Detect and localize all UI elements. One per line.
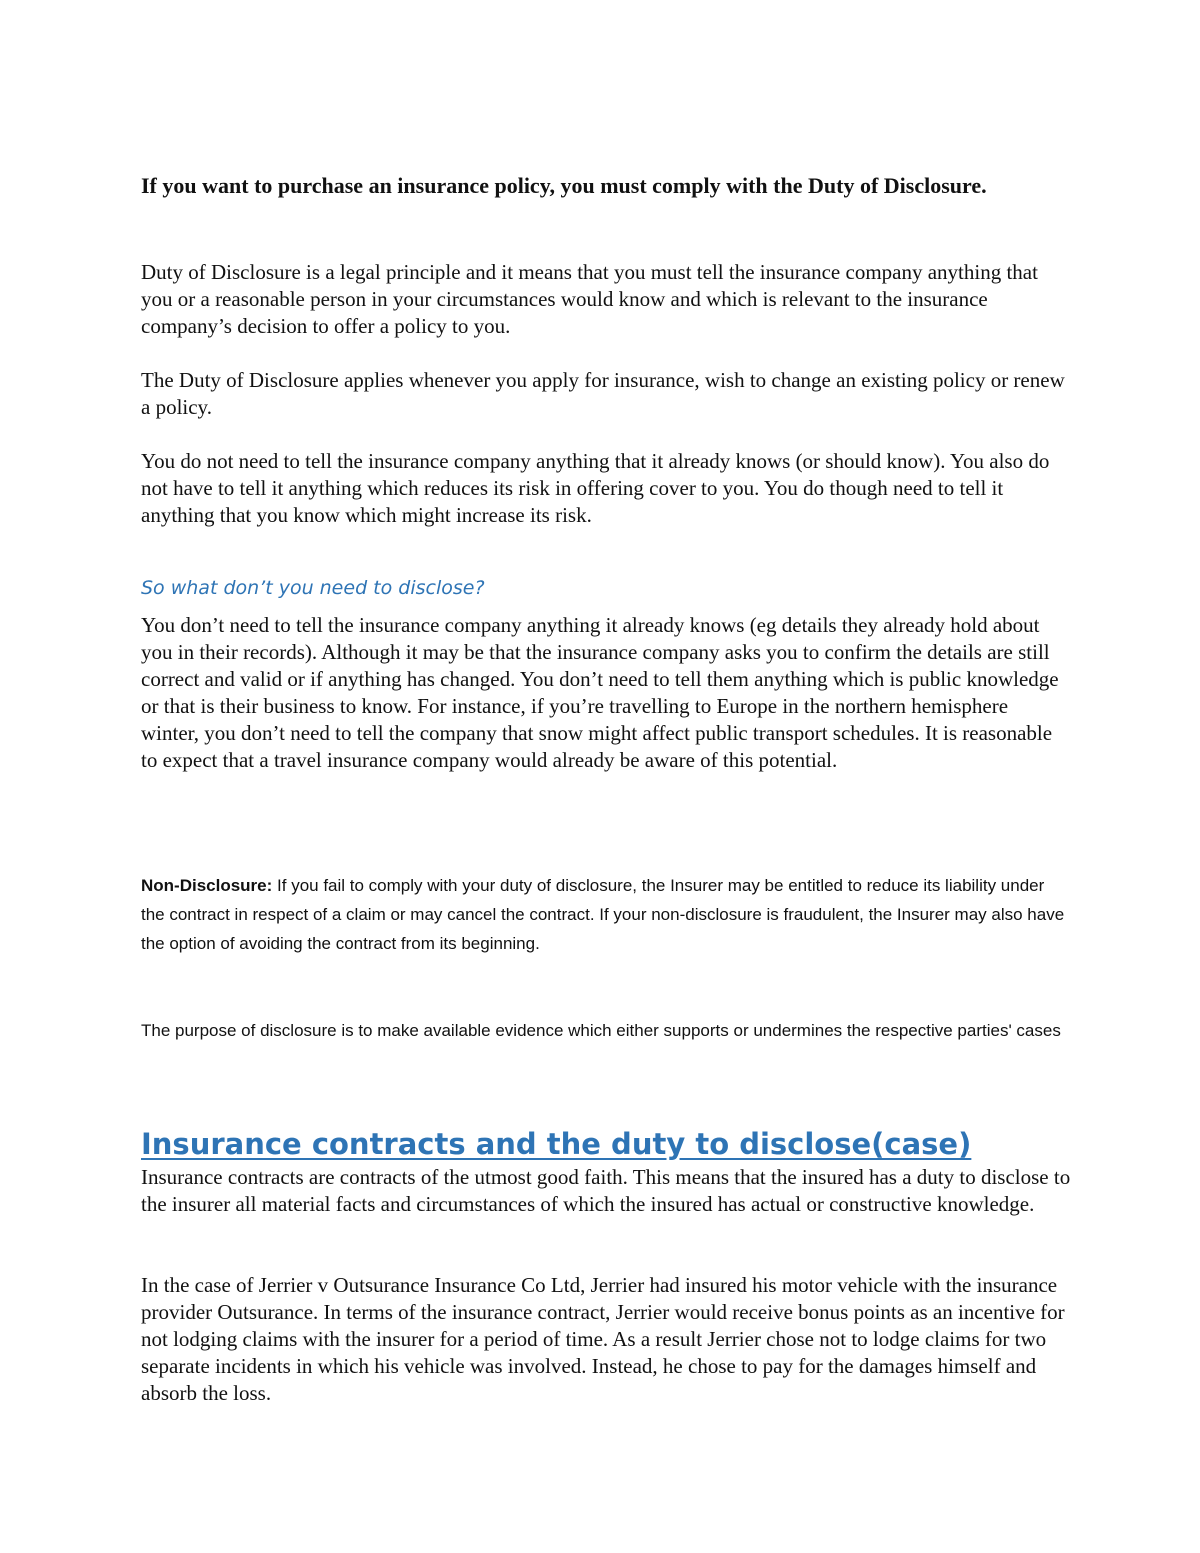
utmost-good-faith-paragraph: Insurance contracts are contracts of the utmost good faith. This means that the insured has a duty to disclose to the insurer all material facts and circumstances of which the insured has actual or constructive knowledge. bbox=[141, 1165, 1071, 1216]
purpose-paragraph: The purpose of disclosure is to make available evidence which either supports or undermines the respective parties' cases bbox=[141, 1021, 1061, 1040]
non-disclosure-text: If you fail to comply with your duty of disclosure, the Insurer may be entitled to reduce its liability under the contract in respect of a claim or may cancel the contract. If your non-disclosure is fraudulent, the Insurer may also have the option of avoiding the contract from its beginning. bbox=[141, 876, 1065, 953]
no-need-paragraph: You do not need to tell the insurance company anything that it already knows (or should know). You also do not have to tell it anything which reduces its risk in offering cover to you. You do though need to tell it anything that you know which might increase its risk. bbox=[141, 449, 1050, 527]
duty-definition-paragraph: Duty of Disclosure is a legal principle and it means that you must tell the insurance company anything that you or a reasonable person in your circumstances would know and which is relevant to the insurance company’s decision to offer a policy to you. bbox=[141, 260, 1038, 338]
jerrier-case-paragraph: In the case of Jerrier v Outsurance Insurance Co Ltd, Jerrier had insured his motor vehicle with the insurance provider Outsurance. In terms of the insurance contract, Jerrier would receive bonus points as an incentive for not lodging claims with the insurer for a period of time. As a result Jerrier chose not to lodge claims for two separate incidents in which his vehicle was involved. Instead, he chose to pay for the damages himself and absorb the loss. bbox=[141, 1273, 1065, 1405]
insurance-contracts-heading-link[interactable]: Insurance contracts and the duty to disclose(case) bbox=[141, 1127, 972, 1161]
non-disclosure-paragraph bbox=[141, 871, 1071, 958]
intro-heading: If you want to purchase an insurance policy, you must comply with the Duty of Disclosure. bbox=[141, 173, 987, 198]
duty-applies-paragraph: The Duty of Disclosure applies whenever you apply for insurance, wish to change an existing policy or renew a policy. bbox=[141, 368, 1065, 419]
what-not-disclose-subheading: So what don’t you need to disclose? bbox=[141, 577, 485, 599]
non-disclosure-label: Non-Disclosure: bbox=[141, 876, 273, 895]
dont-need-paragraph: You don’t need to tell the insurance company anything it already knows (eg details they already hold about you in their records). Although it may be that the insurance company asks you to confirm the details are still correct and valid or if anything has changed. You don’t need to tell them anything which is public knowledge or that is their business to know. For instance, if you’re travelling to Europe in the northern hemisphere winter, you don’t need to tell the company that snow might affect public transport schedules. It is reasonable to expect that a travel insurance company would already be aware of this potential. bbox=[141, 613, 1059, 772]
